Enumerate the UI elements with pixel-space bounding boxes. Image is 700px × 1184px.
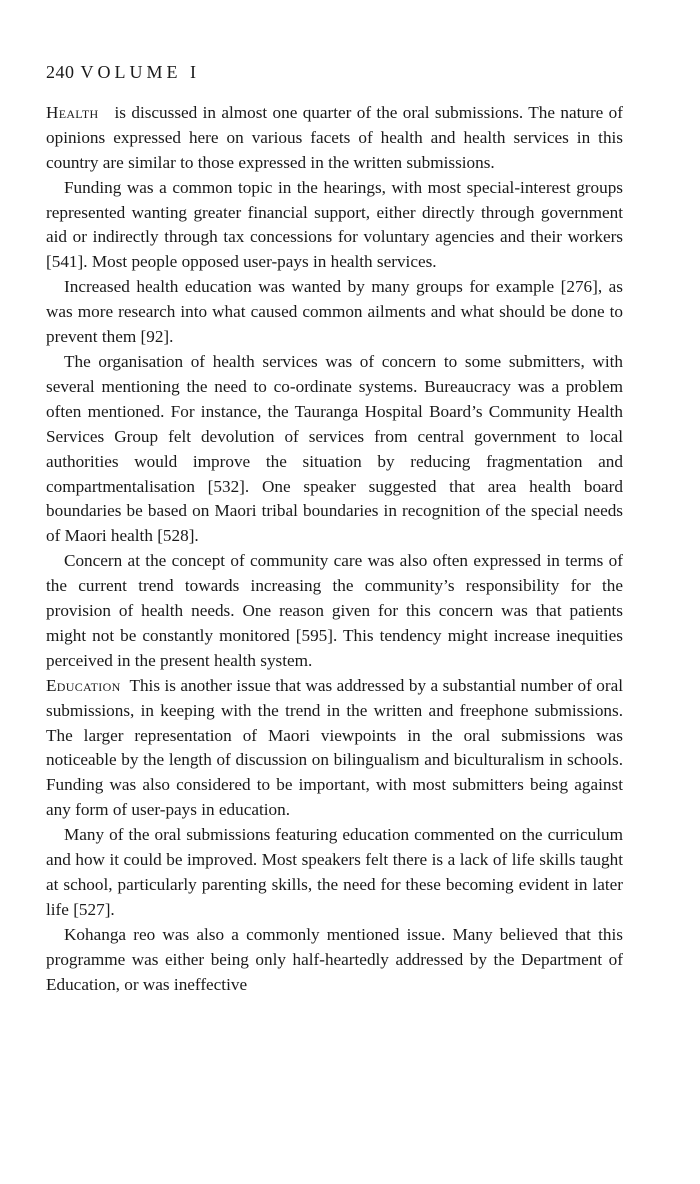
health-paragraph-4: The organisation of health services was of concern to some submitters, with several mentioning the need to co-ordinate systems. Bureaucracy was a problem often mentioned. For instance, the Tauranga Hospital Board’s Community Health Services Group felt devolution of services from central government to local authorities would improve the situation by reducing fragmentation and compartmentalisation [532]. One speaker suggested that area health board boundaries be based on Maori tribal boundaries in recognition of the special needs of Maori health [528]. — [46, 351, 623, 546]
health-paragraph-2: Funding was a common topic in the hearings, with most special-interest groups represented wanting greater financial support, either directly through government aid or indirectly through tax concessions for voluntary agencies and their workers [541]. Most people opposed user-pays in health services. — [46, 177, 623, 272]
health-paragraph-1 — [46, 101, 623, 176]
education-paragraph-1 — [46, 674, 623, 823]
health-paragraph-1-text: is discussed in almost one quarter of the oral submissions. The nature of opinions expressed here on various facets of health and health services in this country are similar to those expressed in the written submissions. — [46, 102, 623, 172]
section-heading-health: Health — [46, 102, 99, 122]
running-head — [46, 60, 623, 85]
education-paragraph-1-text: This is another issue that was addressed by a substantial number of oral submissions, in keeping with the trend in the written and freephone submissions. The larger representation of Maori viewpoints in the oral submissions was noticeable by the length of discussion on bilingualism and biculturalism in schools. Funding was also considered to be important, with most submitters being against any form of user-pays in education. — [46, 675, 624, 820]
education-paragraph-3: Kohanga reo was also a commonly mentioned issue. Many believed that this programme was either being only half-heartedly addressed by the Department of Education, or was ineffective — [46, 924, 623, 994]
volume-label: VOLUME I — [80, 62, 200, 82]
health-paragraph-3: Increased health education was wanted by many groups for example [276], as was more research into what caused common ailments and what should be done to prevent them [92]. — [46, 277, 623, 347]
section-heading-education: Education — [46, 675, 121, 695]
document-page — [46, 60, 623, 998]
education-paragraph-2: Many of the oral submissions featuring education commented on the curriculum and how it could be improved. Most speakers felt there is a lack of life skills taught at school, particularly parenting skills, the need for these becoming evident in later life [527]. — [46, 825, 623, 919]
health-paragraph-5: Concern at the concept of community care was also often expressed in terms of the current trend towards increasing the community’s responsibility for the provision of health needs. One reason given for this concern was that patients might not be constantly monitored [595]. This tendency might increase inequities perceived in the present health system. — [46, 551, 623, 670]
page-number: 240 — [46, 62, 75, 82]
